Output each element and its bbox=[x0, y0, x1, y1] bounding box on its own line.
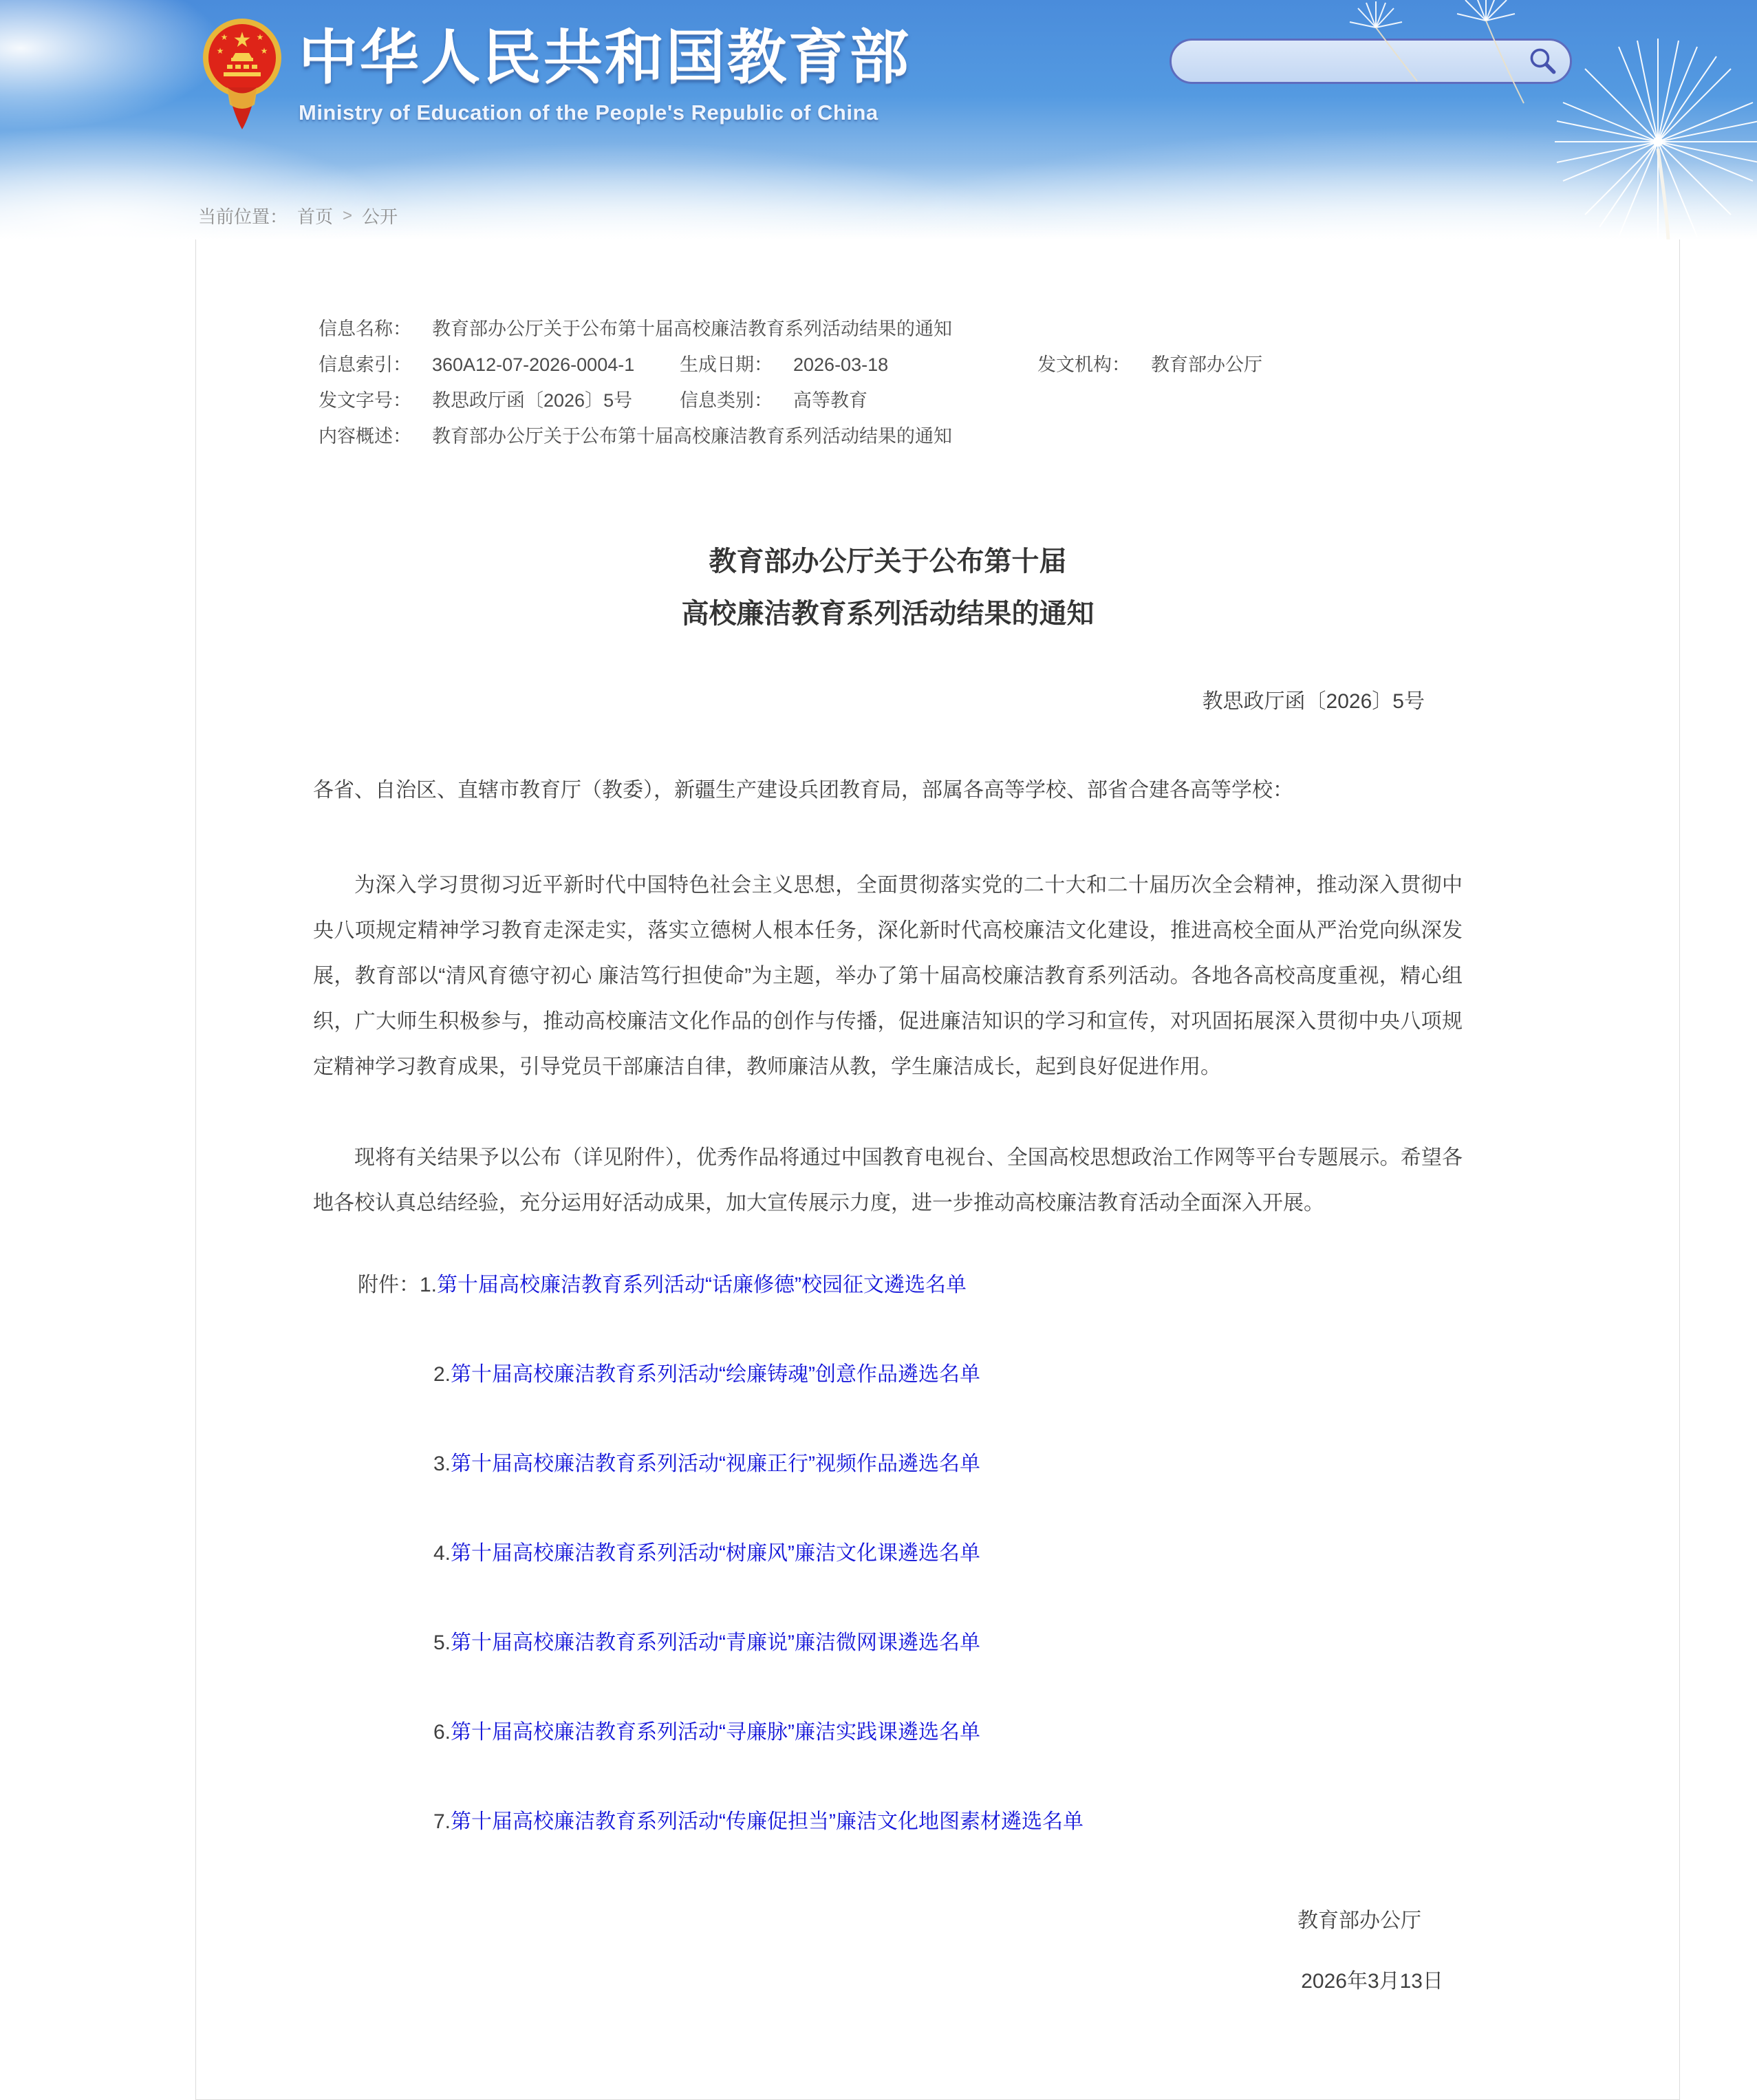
meta-index-value: 360A12-07-2026-0004-1 bbox=[432, 354, 635, 375]
attachment-number: 6. bbox=[433, 1721, 451, 1744]
search-button[interactable] bbox=[1526, 41, 1570, 82]
attachment-item bbox=[313, 1717, 1463, 1748]
attachment-number: 4. bbox=[433, 1542, 451, 1565]
document-signer: 教育部办公厅 bbox=[1297, 1909, 1421, 1932]
meta-agency-value: 教育部办公厅 bbox=[1151, 354, 1262, 375]
meta-row-index bbox=[319, 347, 1638, 383]
attachment-number: 7. bbox=[433, 1810, 451, 1833]
page-title-line1: 教育部办公厅关于公布第十届 bbox=[709, 546, 1067, 577]
svg-text:★: ★ bbox=[260, 46, 268, 56]
attachment-number: 2. bbox=[433, 1363, 451, 1386]
attachments-label: 附件： bbox=[358, 1274, 420, 1296]
attachment-item bbox=[313, 1270, 1463, 1300]
meta-index-label: 信息索引： bbox=[319, 354, 411, 375]
document-body bbox=[196, 535, 1679, 1994]
attachment-item bbox=[313, 1628, 1463, 1658]
attachment-number: 1. bbox=[420, 1274, 438, 1296]
attachment-item bbox=[313, 1449, 1463, 1479]
svg-text:★: ★ bbox=[233, 28, 252, 52]
attachment-link-2[interactable]: 第十届高校廉洁教育系列活动“绘廉铸魂”创意作品遴选名单 bbox=[451, 1363, 981, 1386]
meta-summary-value: 教育部办公厅关于公布第十届高校廉洁教育系列活动结果的通知 bbox=[432, 426, 952, 447]
meta-row-summary bbox=[319, 418, 1638, 454]
meta-summary-label: 内容概述： bbox=[319, 426, 411, 447]
document-number: 教思政厅函〔2026〕5号 bbox=[1202, 690, 1425, 713]
meta-row-name bbox=[319, 311, 1638, 347]
search-icon bbox=[1527, 45, 1559, 77]
breadcrumb-label: 当前位置： bbox=[198, 206, 288, 227]
paragraph-2: 现将有关结果予以公布（详见附件），优秀作品将通过中国教育电视台、全国高校思想政治工作网等平台专题展示。希望各地各校认真总结经验，充分运用好活动成果，加大宣传展示力度，进一步推动高校廉洁教育活动全面深入开展。 bbox=[313, 1146, 1463, 1214]
page-title-line2: 高校廉洁教育系列活动结果的通知 bbox=[681, 599, 1095, 629]
attachment-number: 3. bbox=[433, 1453, 451, 1475]
attachment-link-3[interactable]: 第十届高校廉洁教育系列活动“视廉正行”视频作品遴选名单 bbox=[451, 1453, 981, 1475]
site-title-english: Ministry of Education of the People's Republic of China bbox=[299, 100, 878, 125]
breadcrumb-home-link[interactable]: 首页 bbox=[297, 206, 334, 227]
attachment-link-5[interactable]: 第十届高校廉洁教育系列活动“青廉说”廉洁微网课遴选名单 bbox=[451, 1631, 981, 1654]
meta-name-label: 信息名称： bbox=[319, 319, 411, 339]
search-box bbox=[1169, 39, 1572, 84]
breadcrumb-separator: > bbox=[343, 206, 353, 225]
search-input[interactable] bbox=[1172, 41, 1526, 82]
svg-text:★: ★ bbox=[220, 32, 228, 42]
attachment-link-4[interactable]: 第十届高校廉洁教育系列活动“树廉风”廉洁文化课遴选名单 bbox=[451, 1542, 981, 1565]
salutation: 各省、自治区、直辖市教育厅（教委），新疆生产建设兵团教育局，部属各高等学校、部省合建各高等学校： bbox=[313, 779, 1293, 802]
page-title bbox=[313, 535, 1463, 640]
attachment-item bbox=[313, 1360, 1463, 1390]
site-title-chinese: 中华人民共和国教育部 bbox=[299, 25, 911, 91]
attachments-list bbox=[313, 1270, 1463, 1837]
meta-gen-date-label: 生成日期： bbox=[680, 354, 773, 375]
attachment-number: 5. bbox=[433, 1631, 451, 1654]
meta-row-docno bbox=[319, 383, 1638, 418]
national-emblem-icon bbox=[201, 15, 283, 133]
attachment-link-7[interactable]: 第十届高校廉洁教育系列活动“传廉促担当”廉洁文化地图素材遴选名单 bbox=[451, 1810, 1084, 1833]
breadcrumb-current-link[interactable]: 公开 bbox=[362, 206, 398, 227]
meta-category-value: 高等教育 bbox=[793, 390, 867, 411]
paragraph-1: 为深入学习贯彻习近平新时代中国特色社会主义思想，全面贯彻落实党的二十大和二十届历次全会精神，推动深入贯彻中央八项规定精神学习教育走深走实，落实立德树人根本任务，深化新时代高校廉洁文化建设，推进高校全面从严治党向纵深发展，教育部以“清风育德守初心 廉洁笃行担使命”为主题，举办了第十届高校廉洁教育系列活动。各地各高校高度重视，精心组织，广大师生积极参与，推动高校廉洁文化作品的创作与传播，促进廉洁知识的学习和宣传，对巩固拓展深入贯彻中央八项规定精神学习教育成果，引导党员干部廉洁自律，教师廉洁从教，学生廉洁成长，起到良好促进作用。 bbox=[313, 874, 1463, 1078]
svg-text:★: ★ bbox=[256, 32, 264, 42]
meta-name-value: 教育部办公厅关于公布第十届高校廉洁教育系列活动结果的通知 bbox=[432, 319, 952, 339]
meta-gen-date-value: 2026-03-18 bbox=[793, 354, 889, 375]
top-banner bbox=[0, 0, 1757, 239]
document-meta bbox=[196, 239, 1679, 454]
document-date: 2026年3月13日 bbox=[1301, 1970, 1443, 1993]
meta-docno-value: 教思政厅函〔2026〕5号 bbox=[432, 390, 633, 411]
svg-text:★: ★ bbox=[216, 46, 224, 56]
attachment-item bbox=[313, 1539, 1463, 1569]
attachment-item bbox=[313, 1807, 1463, 1837]
attachment-link-1[interactable]: 第十届高校廉洁教育系列活动“话廉修德”校园征文遴选名单 bbox=[437, 1274, 967, 1296]
attachment-link-6[interactable]: 第十届高校廉洁教育系列活动“寻廉脉”廉洁实践课遴选名单 bbox=[451, 1721, 981, 1744]
content-panel bbox=[195, 239, 1680, 2100]
breadcrumb bbox=[198, 203, 398, 228]
site-title bbox=[299, 23, 911, 125]
meta-agency-label: 发文机构： bbox=[1037, 354, 1130, 375]
meta-category-label: 信息类别： bbox=[680, 390, 773, 411]
meta-docno-label: 发文字号： bbox=[319, 390, 411, 411]
